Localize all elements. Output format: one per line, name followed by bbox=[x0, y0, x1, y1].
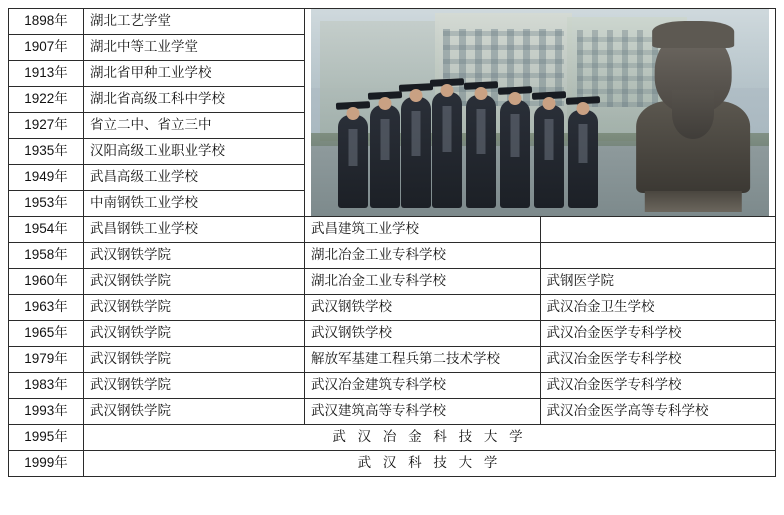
head-shape bbox=[378, 97, 391, 110]
graduate-figure bbox=[370, 105, 400, 208]
name-cell-2: 武汉冶金建筑专科学校 bbox=[305, 373, 541, 399]
head-shape bbox=[577, 102, 590, 115]
year-cell: 1993年 bbox=[9, 399, 84, 425]
year-cell: 1927年 bbox=[9, 113, 84, 139]
head-shape bbox=[441, 84, 454, 97]
head-shape bbox=[347, 107, 360, 120]
year-cell: 1954年 bbox=[9, 217, 84, 243]
name-cell-1: 武昌钢铁工业学校 bbox=[84, 217, 305, 243]
name-cell-2: 武汉钢铁学校 bbox=[305, 295, 541, 321]
stole-shape bbox=[545, 119, 554, 160]
name-cell-3: 武汉冶金医学专科学校 bbox=[540, 347, 776, 373]
name-cell-1: 省立二中、省立三中 bbox=[84, 113, 305, 139]
name-cell-2: 湖北冶金工业专科学校 bbox=[305, 243, 541, 269]
name-cell-1: 武汉钢铁学院 bbox=[84, 321, 305, 347]
graduate-figure bbox=[432, 92, 462, 207]
table-row bbox=[9, 321, 776, 347]
year-cell: 1907年 bbox=[9, 35, 84, 61]
graduates-group bbox=[338, 79, 622, 207]
table-row-merged bbox=[9, 425, 776, 451]
name-cell-1: 武汉钢铁学院 bbox=[84, 295, 305, 321]
merged-name-cell: 武 汉 冶 金 科 技 大 学 bbox=[84, 425, 776, 451]
table-row-merged bbox=[9, 451, 776, 477]
name-cell-3: 武汉冶金医学专科学校 bbox=[540, 373, 776, 399]
school-history-table bbox=[8, 8, 776, 477]
table-row bbox=[9, 9, 776, 35]
head-shape bbox=[509, 92, 522, 105]
photo-cell bbox=[305, 9, 776, 217]
name-cell-3: 武汉冶金医学专科学校 bbox=[540, 321, 776, 347]
bust-beard bbox=[672, 90, 714, 140]
name-cell-1: 武昌高级工业学校 bbox=[84, 165, 305, 191]
merged-name-cell: 武 汉 科 技 大 学 bbox=[84, 451, 776, 477]
year-cell: 1960年 bbox=[9, 269, 84, 295]
name-cell-2: 武汉建筑高等专科学校 bbox=[305, 399, 541, 425]
name-cell-3 bbox=[540, 217, 776, 243]
graduate-figure bbox=[401, 97, 431, 207]
table-row bbox=[9, 243, 776, 269]
bust-hat bbox=[653, 21, 735, 48]
name-cell-1: 汉阳高级工业职业学校 bbox=[84, 139, 305, 165]
name-cell-3: 武钢医学院 bbox=[540, 269, 776, 295]
stole-shape bbox=[349, 129, 358, 166]
bronze-bust-statue bbox=[632, 21, 756, 211]
table-row bbox=[9, 217, 776, 243]
name-cell-3: 武汉冶金卫生学校 bbox=[540, 295, 776, 321]
year-cell: 1979年 bbox=[9, 347, 84, 373]
campus-graduation-and-bust-photo bbox=[311, 9, 769, 216]
head-shape bbox=[543, 97, 556, 110]
stole-shape bbox=[579, 124, 588, 163]
stole-shape bbox=[411, 111, 420, 155]
name-cell-2: 湖北冶金工业专科学校 bbox=[305, 269, 541, 295]
bust-pedestal bbox=[645, 191, 741, 212]
year-cell: 1995年 bbox=[9, 425, 84, 451]
stole-shape bbox=[477, 109, 486, 154]
graduate-figure bbox=[500, 100, 530, 208]
name-cell-1: 湖北工艺学堂 bbox=[84, 9, 305, 35]
year-cell: 1935年 bbox=[9, 139, 84, 165]
name-cell-1: 中南钢铁工业学校 bbox=[84, 191, 305, 217]
table-body bbox=[9, 9, 776, 477]
name-cell-1: 武汉钢铁学院 bbox=[84, 269, 305, 295]
name-cell-1: 湖北省高级工科中学校 bbox=[84, 87, 305, 113]
year-cell: 1999年 bbox=[9, 451, 84, 477]
year-cell: 1963年 bbox=[9, 295, 84, 321]
year-cell: 1913年 bbox=[9, 61, 84, 87]
year-cell: 1898年 bbox=[9, 9, 84, 35]
year-cell: 1958年 bbox=[9, 243, 84, 269]
name-cell-2: 武汉钢铁学校 bbox=[305, 321, 541, 347]
graduate-figure bbox=[466, 95, 496, 208]
name-cell-1: 武汉钢铁学院 bbox=[84, 399, 305, 425]
name-cell-1: 湖北省甲种工业学校 bbox=[84, 61, 305, 87]
year-cell: 1953年 bbox=[9, 191, 84, 217]
stole-shape bbox=[511, 114, 520, 157]
name-cell-1: 湖北中等工业学堂 bbox=[84, 35, 305, 61]
graduate-figure bbox=[568, 110, 598, 208]
year-cell: 1922年 bbox=[9, 87, 84, 113]
name-cell-1: 武汉钢铁学院 bbox=[84, 243, 305, 269]
stole-shape bbox=[443, 106, 452, 152]
table-row bbox=[9, 295, 776, 321]
name-cell-2: 武昌建筑工业学校 bbox=[305, 217, 541, 243]
year-cell: 1949年 bbox=[9, 165, 84, 191]
stole-shape bbox=[380, 119, 389, 160]
name-cell-3 bbox=[540, 243, 776, 269]
year-cell: 1965年 bbox=[9, 321, 84, 347]
graduate-figure bbox=[534, 105, 564, 208]
table-row bbox=[9, 347, 776, 373]
year-cell: 1983年 bbox=[9, 373, 84, 399]
head-shape bbox=[475, 87, 488, 100]
name-cell-1: 武汉钢铁学院 bbox=[84, 373, 305, 399]
name-cell-2: 解放军基建工程兵第二技术学校 bbox=[305, 347, 541, 373]
head-shape bbox=[409, 89, 422, 102]
name-cell-1: 武汉钢铁学院 bbox=[84, 347, 305, 373]
table-row bbox=[9, 373, 776, 399]
table-row bbox=[9, 399, 776, 425]
name-cell-3: 武汉冶金医学高等专科学校 bbox=[540, 399, 776, 425]
graduate-figure bbox=[338, 115, 368, 207]
table-row bbox=[9, 269, 776, 295]
